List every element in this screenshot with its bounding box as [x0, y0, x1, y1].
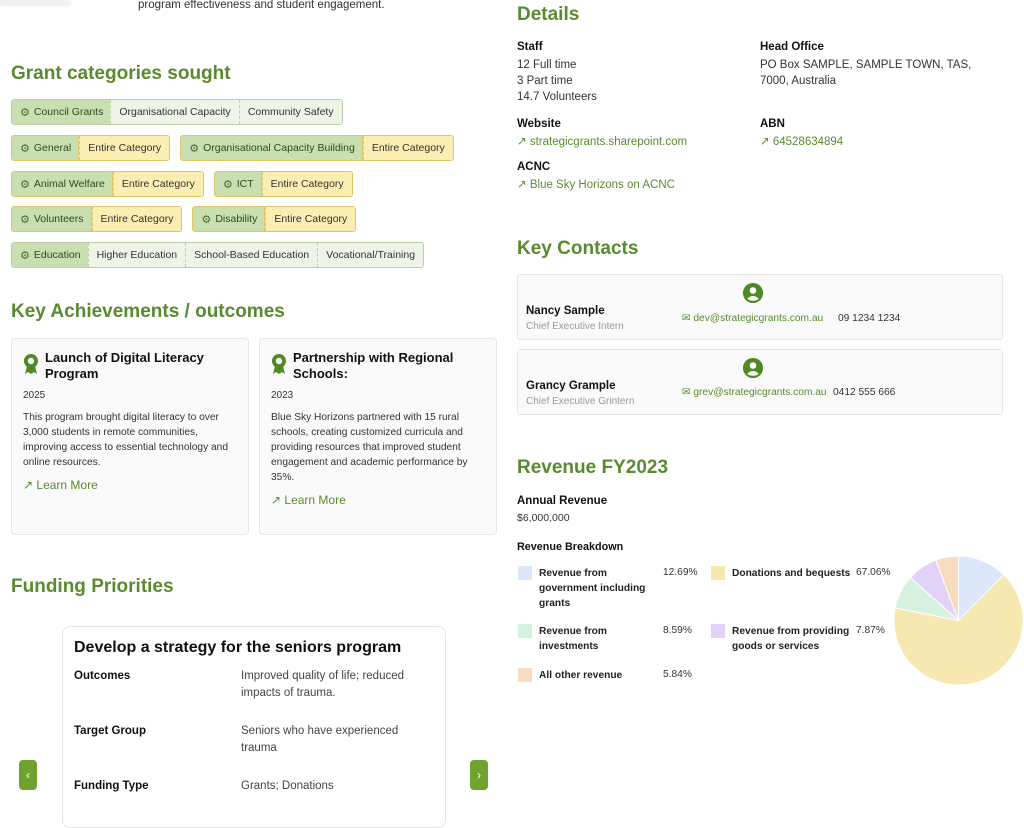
details-title: Details — [517, 4, 580, 25]
gear-icon: ⚙ — [20, 249, 30, 262]
grant-categories-title: Grant categories sought — [11, 63, 231, 84]
achievement-card — [259, 338, 497, 535]
abn-label: ABN — [760, 118, 785, 130]
achievement-title: Launch of Digital Literacy Program — [45, 350, 204, 381]
category-tag-group — [214, 171, 353, 197]
gear-icon: ⚙ — [20, 213, 30, 226]
legend-label: All other revenue — [539, 670, 623, 681]
learn-more-link[interactable]: ↗ Learn More — [23, 478, 98, 492]
category-tag-group — [11, 135, 170, 161]
learn-more-link[interactable]: ↗ Learn More — [271, 493, 346, 507]
category-name: General — [33, 142, 72, 154]
gear-icon: ⚙ — [201, 213, 212, 226]
contact-phone: 09 1234 1234 — [838, 313, 901, 324]
category-name: Volunteers — [33, 213, 84, 225]
contact-card — [517, 274, 1003, 340]
subcategory-tag[interactable]: School-Based Education — [185, 243, 317, 267]
category-tag[interactable] — [215, 172, 262, 196]
annual-revenue-value: $6,000,000 — [517, 512, 570, 524]
funding-priorities-title: Funding Priorities — [11, 576, 174, 597]
subcategory-tag[interactable]: Entire Category — [113, 172, 203, 196]
category-row — [11, 242, 424, 268]
legend-swatch — [518, 624, 532, 638]
category-tag[interactable] — [12, 172, 113, 196]
category-name: ICT — [236, 178, 254, 190]
legend-label: Revenue from investments — [539, 626, 607, 652]
category-tag[interactable] — [193, 207, 265, 231]
carousel-prev-button[interactable] — [19, 760, 37, 790]
achievement-card — [11, 338, 249, 535]
gear-icon: ⚙ — [222, 178, 233, 191]
award-icon — [271, 353, 287, 375]
legend-label: Revenue from providing goods or services — [732, 626, 850, 652]
achievement-desc: Blue Sky Horizons partnered with 15 rural schools, creating customized curricula and providing resources that improved student engagement and academic performance by 35%. — [271, 412, 468, 483]
annual-revenue-label: Annual Revenue — [517, 495, 608, 507]
subcategory-tag[interactable]: Entire Category — [79, 136, 169, 160]
legend-percent: 7.87% — [856, 625, 885, 636]
legend-swatch — [711, 566, 725, 580]
subcategory-tag[interactable]: Organisational Capacity — [110, 100, 238, 124]
revenue-pie-chart — [893, 555, 1024, 686]
funding-type-value: Grants; Donations — [241, 780, 334, 792]
achievement-year: 2025 — [23, 390, 46, 401]
staff-part-time: 3 Part time — [517, 75, 573, 87]
legend-label: Donations and bequests — [732, 568, 851, 579]
external-link-icon: ↗ — [271, 493, 285, 507]
subcategory-tag[interactable]: Higher Education — [88, 243, 186, 267]
funding-priority-card — [62, 626, 446, 828]
subcategory-tag[interactable]: Entire Category — [363, 136, 453, 160]
category-row — [11, 171, 353, 197]
category-row — [11, 135, 454, 161]
award-icon — [23, 353, 39, 375]
envelope-icon: ✉ — [682, 387, 694, 398]
legend-percent: 12.69% — [663, 567, 698, 578]
category-tag-group — [11, 171, 204, 197]
user-avatar-icon — [743, 283, 763, 303]
external-link-icon: ↗ — [23, 478, 37, 492]
external-link-icon: ↗ — [517, 136, 530, 148]
outcomes-value: Improved quality of life; reduced impacts of trauma. — [241, 670, 405, 699]
category-tag[interactable] — [12, 100, 110, 124]
acnc-link[interactable]: ↗ Blue Sky Horizons on ACNC — [517, 179, 675, 191]
subcategory-tag[interactable]: Entire Category — [262, 172, 352, 196]
subcategory-tag[interactable]: Community Safety — [239, 100, 342, 124]
abn-link[interactable]: ↗ 64528634894 — [760, 136, 844, 148]
head-office-line1: PO Box SAMPLE, SAMPLE TOWN, TAS, — [760, 59, 972, 71]
envelope-icon: ✉ — [682, 313, 694, 324]
legend-percent: 67.06% — [856, 567, 891, 578]
category-name: Animal Welfare — [33, 178, 105, 190]
category-tag-group — [11, 99, 343, 125]
gear-icon: ⚙ — [20, 142, 30, 155]
contact-email[interactable]: ✉ dev@strategicgrants.com.au — [682, 313, 824, 324]
category-row — [11, 206, 356, 232]
contact-phone: 0412 555 666 — [833, 387, 896, 398]
achievement-title: Partnership with Regional Schools: — [293, 350, 454, 381]
achievement-year: 2023 — [271, 390, 294, 401]
external-link-icon: ↗ — [517, 179, 530, 191]
legend-swatch — [518, 668, 532, 682]
target-group-label: Target Group — [74, 725, 146, 737]
category-tag[interactable] — [12, 207, 92, 231]
gear-icon: ⚙ — [20, 178, 30, 191]
contact-name: Grancy Grample — [526, 380, 616, 392]
staff-label: Staff — [517, 41, 543, 53]
legend-swatch — [518, 566, 532, 580]
gear-icon: ⚙ — [189, 142, 200, 155]
outcomes-label: Outcomes — [74, 670, 131, 682]
category-name: Disability — [215, 213, 258, 225]
external-link-icon: ↗ — [760, 136, 773, 148]
user-avatar-icon — [743, 358, 763, 378]
chevron-left-icon: ‹ — [26, 768, 30, 782]
legend-swatch — [711, 624, 725, 638]
contact-role: Chief Executive Intern — [526, 321, 624, 332]
staff-volunteers: 14.7 Volunteers — [517, 91, 597, 103]
category-tag-group — [11, 242, 424, 268]
top-card-shadow — [0, 0, 70, 4]
category-name: Council Grants — [33, 106, 104, 118]
legend-percent: 8.59% — [663, 625, 692, 636]
revenue-breakdown-label: Revenue Breakdown — [517, 541, 624, 553]
achievement-desc: This program brought digital literacy to over 3,000 students in remote communities, improving access to essential technology and online resources. — [23, 412, 228, 468]
subcategory-tag[interactable]: Entire Category — [92, 207, 182, 231]
website-label: Website — [517, 118, 561, 130]
category-tag[interactable] — [12, 136, 79, 160]
chevron-right-icon: › — [477, 768, 481, 782]
contact-name: Nancy Sample — [526, 305, 605, 317]
category-row — [11, 99, 343, 125]
head-office-label: Head Office — [760, 41, 824, 53]
contact-role: Chief Executive Grintern — [526, 396, 635, 407]
category-tag-group — [192, 206, 356, 232]
head-office-line2: 7000, Australia — [760, 75, 837, 87]
achievements-title: Key Achievements / outcomes — [11, 301, 285, 322]
category-name: Organisational Capacity Building — [203, 142, 355, 154]
category-tag-group — [180, 135, 454, 161]
funding-type-label: Funding Type — [74, 780, 149, 792]
subcategory-tag[interactable]: Entire Category — [265, 207, 355, 231]
acnc-label: ACNC — [517, 161, 551, 173]
revenue-title: Revenue FY2023 — [517, 457, 669, 478]
key-contacts-title: Key Contacts — [517, 238, 639, 259]
gear-icon: ⚙ — [20, 106, 30, 119]
category-name: Education — [33, 249, 81, 261]
legend-percent: 5.84% — [663, 669, 692, 680]
contact-card — [517, 349, 1003, 415]
legend-label: Revenue from government including grants — [539, 568, 646, 609]
category-tag[interactable] — [181, 136, 363, 160]
target-group-value: Seniors who have experienced trauma — [241, 725, 399, 754]
category-tag[interactable] — [12, 243, 88, 267]
funding-card-title: Develop a strategy for the seniors program — [74, 639, 402, 656]
staff-full-time: 12 Full time — [517, 59, 577, 71]
intro-text: program effectiveness and student engagement. — [138, 0, 385, 11]
carousel-next-button[interactable] — [470, 760, 488, 790]
contact-email[interactable]: ✉ grev@strategicgrants.com.au — [682, 387, 827, 398]
subcategory-tag[interactable]: Vocational/Training — [317, 243, 423, 267]
category-tag-group — [11, 206, 182, 232]
website-link[interactable]: ↗ strategicgrants.sharepoint.com — [517, 136, 688, 148]
